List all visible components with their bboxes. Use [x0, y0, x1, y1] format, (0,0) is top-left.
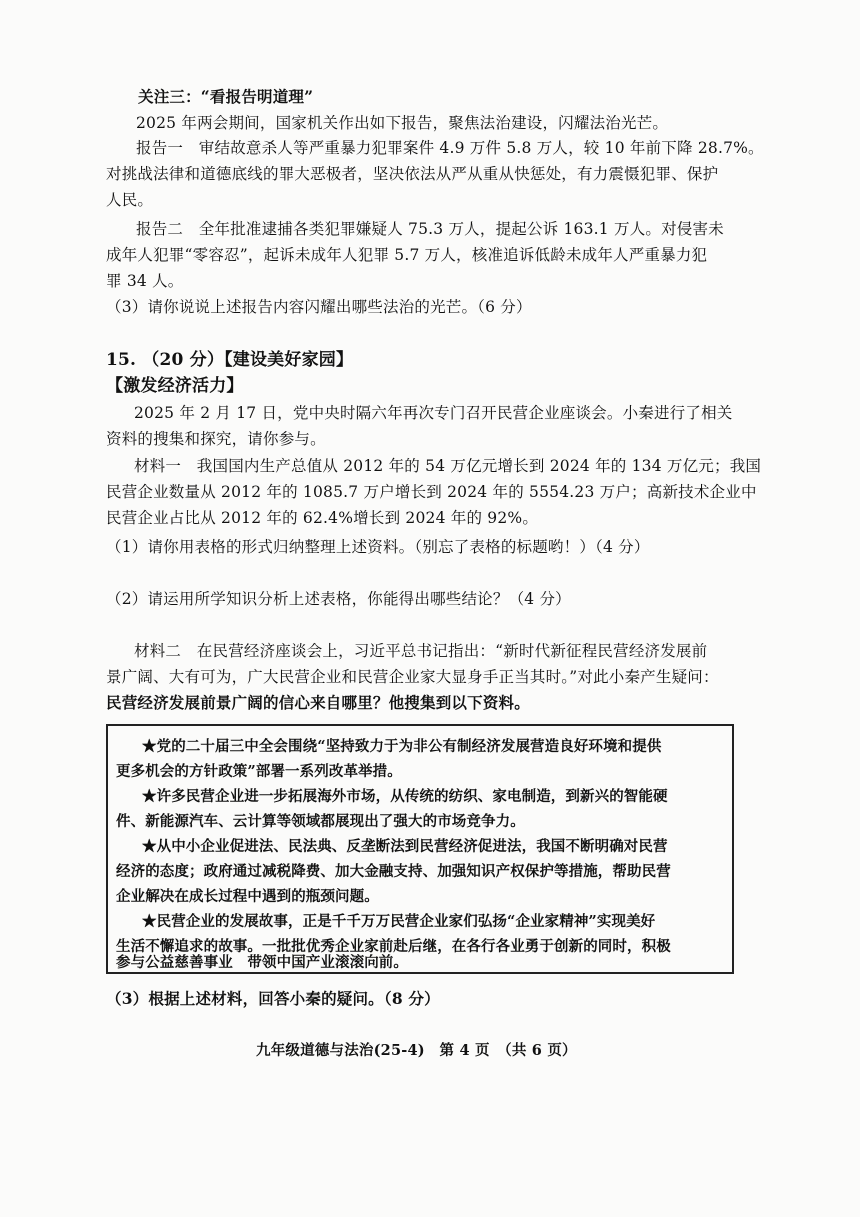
material1-line-3: 民营企业占比从 2012 年的 62.4%增长到 2024 年的 92%。 [106, 509, 539, 527]
material1-line-1: 材料一 我国国内生产总值从 2012 年的 54 万亿元增长到 2024 年的 134 万亿元；我国 [134, 457, 762, 475]
report2-line-1: 报告二 全年批准逮捕各类犯罪嫌疑人 75.3 万人，提起公诉 163.1 万人。对侵害未 [136, 220, 724, 238]
report1-line-3: 人民。 [106, 191, 154, 209]
q15-heading: 15. （20 分）【建设美好家园】 [106, 350, 354, 370]
box-line-7: 企业解决在成长过程中遇到的瓶颈问题。 [116, 888, 379, 905]
box-line-2: 更多机会的方针政策”部署一系列改革举措。 [116, 763, 402, 780]
box-line-1: ★党的二十届三中全会围绕“坚持致力于为非公有制经济发展营造良好环境和提供 [142, 738, 662, 755]
report1-line-2: 对挑战法律和道德底线的罪大恶极者，坚决依法从严从重从快惩处，有力震慑犯罪、保护 [106, 165, 719, 183]
report2-line-2: 成年人犯罪“零容忍”，起诉未成年人犯罪 5.7 万人，核准追诉低龄未成年人严重暴力犯 [106, 246, 708, 264]
focus3-question-3: （3）请你说说上述报告内容闪耀出哪些法治的光芒。（6 分） [106, 298, 532, 316]
q15-intro-line-2: 资料的搜集和探究，请你参与。 [106, 430, 326, 448]
box-line-4: 件、新能源汽车、云计算等领域都展现出了强大的市场竞争力。 [116, 813, 525, 830]
page-footer: 九年级道德与法治(25-4) 第 4 页 （共 6 页） [256, 1042, 577, 1059]
q15-question-3: （3）根据上述材料，回答小秦的疑问。（8 分） [106, 989, 440, 1008]
box-line-3: ★许多民营企业进一步拓展海外市场，从传统的纺织、家电制造，到新兴的智能硬 [142, 788, 668, 805]
material2-line-1: 材料二 在民营经济座谈会上，习近平总书记指出：“新时代新征程民营经济发展前 [134, 642, 708, 660]
box-line-8: ★民营企业的发展故事，正是千千万万民营企业家们弘扬“企业家精神”实现美好 [142, 913, 656, 930]
box-line-5: ★从中小企业促进法、民法典、反垄断法到民营经济促进法，我国不断明确对民营 [142, 838, 668, 855]
q15-subheading: 【激发经济活力】 [106, 376, 244, 396]
box-line-10: 参与公益慈善事业 带领中国产业滚滚向前。 [116, 954, 408, 971]
material2-line-3: 民营经济发展前景广阔的信心来自哪里？他搜集到以下资料。 [106, 693, 530, 712]
material2-line-2: 景广阔、大有可为，广大民营企业和民营企业家大显身手正当其时。”对此小秦产生疑问： [106, 668, 719, 686]
focus3-title: 关注三：“看报告明道理” [138, 87, 314, 106]
q15-intro-line-1: 2025 年 2 月 17 日，党中央时隔六年再次专门召开民营企业座谈会。小秦进行了相关 [134, 404, 733, 422]
box-line-6: 经济的态度；政府通过减税降费、加大金融支持、加强知识产权保护等措施，帮助民营 [116, 863, 671, 880]
report1-line-1: 报告一 审结故意杀人等严重暴力犯罪案件 4.9 万件 5.8 万人，较 10 年前下降 28.7%。 [136, 139, 764, 157]
report2-line-3: 罪 34 人。 [106, 272, 184, 290]
material1-line-2: 民营企业数量从 2012 年的 1085.7 万户增长到 2024 年的 5554.23 万户；高新技术企业中 [106, 483, 757, 501]
q15-question-2: （2）请运用所学知识分析上述表格，你能得出哪些结论？（4 分） [106, 590, 571, 608]
box-line-9: 生活不懈追求的故事。一批批优秀企业家前赴后继，在各行各业勇于创新的同时，积极 [116, 938, 671, 955]
q15-question-1: （1）请你用表格的形式归纳整理上述资料。（别忘了表格的标题哟！）（4 分） [106, 538, 650, 556]
focus3-intro: 2025 年两会期间，国家机关作出如下报告，聚焦法治建设，闪耀法治光芒。 [136, 114, 669, 132]
material-box [106, 724, 734, 974]
